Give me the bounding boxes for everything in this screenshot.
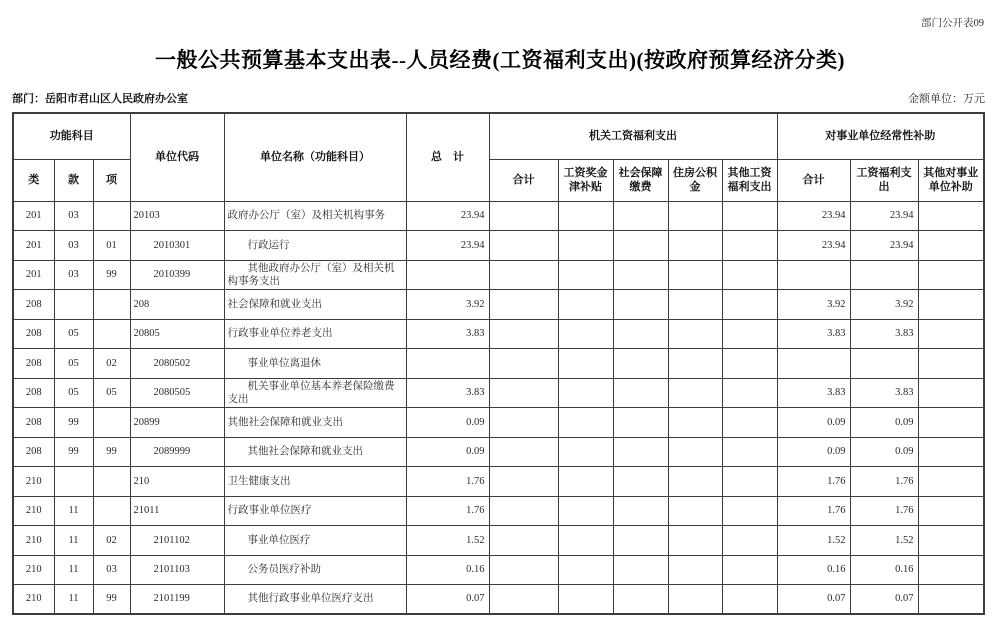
cell-unit-name: 行政事业单位养老支出 [224, 319, 406, 349]
cell-class: 210 [13, 526, 54, 556]
cell-org-other-welfare [722, 201, 777, 231]
meta-row [12, 90, 985, 106]
cell-section: 03 [54, 201, 93, 231]
header-inst-group: 对事业单位经常性补助 [777, 113, 984, 159]
cell-org-other-welfare [722, 437, 777, 467]
cell-total: 0.09 [406, 437, 489, 467]
cell-unit-code: 210 [130, 467, 224, 497]
header-class: 类 [13, 159, 54, 201]
cell-section: 99 [54, 408, 93, 438]
cell-total [406, 349, 489, 379]
cell-org-other-welfare [722, 408, 777, 438]
cell-org-housing-fund [668, 378, 722, 408]
cell-org-social-sec [613, 555, 668, 585]
cell-unit-name: 其他行政事业单位医疗支出 [224, 585, 406, 615]
cell-inst-wage-welfare: 3.83 [850, 378, 918, 408]
table-row [13, 290, 984, 320]
cell-inst-other-subsidy [918, 231, 984, 261]
table-row [13, 260, 984, 290]
cell-inst-other-subsidy [918, 437, 984, 467]
cell-total: 0.16 [406, 555, 489, 585]
header-unit-code: 单位代码 [130, 113, 224, 201]
cell-org-housing-fund [668, 555, 722, 585]
cell-inst-wage-welfare [850, 260, 918, 290]
cell-item [93, 201, 130, 231]
cell-org-social-sec [613, 319, 668, 349]
cell-org-housing-fund [668, 260, 722, 290]
cell-org-wage-bonus [558, 260, 613, 290]
cell-org-subtotal [489, 378, 558, 408]
table-row [13, 201, 984, 231]
cell-org-other-welfare [722, 378, 777, 408]
cell-unit-name: 其他社会保障和就业支出 [224, 408, 406, 438]
cell-section: 11 [54, 526, 93, 556]
table-body [13, 201, 984, 614]
cell-inst-subtotal [777, 349, 850, 379]
cell-org-wage-bonus [558, 319, 613, 349]
cell-org-subtotal [489, 319, 558, 349]
table-row [13, 555, 984, 585]
cell-total [406, 260, 489, 290]
cell-org-housing-fund [668, 201, 722, 231]
cell-org-wage-bonus [558, 437, 613, 467]
cell-inst-other-subsidy [918, 349, 984, 379]
cell-class: 208 [13, 349, 54, 379]
cell-total: 1.52 [406, 526, 489, 556]
cell-org-wage-bonus [558, 467, 613, 497]
cell-total: 3.83 [406, 319, 489, 349]
cell-org-social-sec [613, 408, 668, 438]
cell-inst-wage-welfare: 0.16 [850, 555, 918, 585]
cell-org-subtotal [489, 349, 558, 379]
cell-unit-code: 2101103 [130, 555, 224, 585]
cell-section: 05 [54, 319, 93, 349]
cell-org-wage-bonus [558, 585, 613, 615]
cell-org-other-welfare [722, 526, 777, 556]
cell-unit-code: 2101199 [130, 585, 224, 615]
cell-org-wage-bonus [558, 231, 613, 261]
cell-unit-code: 21011 [130, 496, 224, 526]
cell-org-subtotal [489, 231, 558, 261]
cell-unit-code: 2010301 [130, 231, 224, 261]
cell-org-social-sec [613, 349, 668, 379]
cell-unit-code: 208 [130, 290, 224, 320]
cell-org-housing-fund [668, 319, 722, 349]
cell-inst-other-subsidy [918, 496, 984, 526]
cell-org-other-welfare [722, 496, 777, 526]
header-org-social-security: 社会保障缴费 [613, 159, 668, 201]
cell-total: 0.07 [406, 585, 489, 615]
cell-org-housing-fund [668, 290, 722, 320]
cell-org-subtotal [489, 496, 558, 526]
cell-org-housing-fund [668, 437, 722, 467]
cell-section: 05 [54, 349, 93, 379]
cell-org-subtotal [489, 585, 558, 615]
cell-class: 210 [13, 467, 54, 497]
cell-inst-other-subsidy [918, 290, 984, 320]
cell-org-wage-bonus [558, 349, 613, 379]
table-row [13, 496, 984, 526]
cell-item: 01 [93, 231, 130, 261]
cell-inst-subtotal: 1.52 [777, 526, 850, 556]
cell-inst-other-subsidy [918, 555, 984, 585]
cell-org-social-sec [613, 290, 668, 320]
cell-inst-subtotal: 0.09 [777, 408, 850, 438]
cell-class: 210 [13, 585, 54, 615]
table-row [13, 319, 984, 349]
cell-unit-name: 行政运行 [224, 231, 406, 261]
table-row [13, 526, 984, 556]
cell-org-wage-bonus [558, 378, 613, 408]
header-inst-other-subsidy: 其他对事业单位补助 [918, 159, 984, 201]
cell-org-other-welfare [722, 290, 777, 320]
cell-section [54, 467, 93, 497]
cell-unit-name: 政府办公厅（室）及相关机构事务 [224, 201, 406, 231]
cell-org-subtotal [489, 526, 558, 556]
cell-inst-wage-welfare: 23.94 [850, 231, 918, 261]
table-row [13, 378, 984, 408]
cell-unit-code: 2080502 [130, 349, 224, 379]
header-org-other-welfare: 其他工资福利支出 [722, 159, 777, 201]
cell-inst-wage-welfare: 0.09 [850, 437, 918, 467]
header-inst-wage-welfare: 工资福利支出 [850, 159, 918, 201]
cell-org-other-welfare [722, 319, 777, 349]
cell-inst-wage-welfare: 3.92 [850, 290, 918, 320]
cell-org-social-sec [613, 378, 668, 408]
cell-item: 02 [93, 526, 130, 556]
cell-org-other-welfare [722, 585, 777, 615]
cell-unit-name: 其他社会保障和就业支出 [224, 437, 406, 467]
cell-org-other-welfare [722, 555, 777, 585]
cell-inst-subtotal: 0.16 [777, 555, 850, 585]
header-org-group: 机关工资福利支出 [489, 113, 777, 159]
cell-org-social-sec [613, 201, 668, 231]
cell-org-other-welfare [722, 260, 777, 290]
cell-item [93, 319, 130, 349]
cell-org-social-sec [613, 231, 668, 261]
cell-org-wage-bonus [558, 290, 613, 320]
table-row [13, 585, 984, 615]
cell-item: 99 [93, 260, 130, 290]
cell-inst-wage-welfare: 23.94 [850, 201, 918, 231]
cell-unit-name: 其他政府办公厅（室）及相关机构事务支出 [224, 260, 406, 290]
cell-org-subtotal [489, 408, 558, 438]
cell-org-housing-fund [668, 349, 722, 379]
cell-unit-code: 2010399 [130, 260, 224, 290]
cell-total: 1.76 [406, 496, 489, 526]
table-row [13, 349, 984, 379]
cell-inst-wage-welfare: 0.07 [850, 585, 918, 615]
header-item: 项 [93, 159, 130, 201]
cell-org-social-sec [613, 526, 668, 556]
cell-inst-wage-welfare: 1.76 [850, 467, 918, 497]
cell-section: 11 [54, 496, 93, 526]
cell-inst-wage-welfare: 1.76 [850, 496, 918, 526]
cell-item: 99 [93, 585, 130, 615]
cell-unit-name: 事业单位医疗 [224, 526, 406, 556]
cell-class: 201 [13, 260, 54, 290]
cell-org-housing-fund [668, 526, 722, 556]
table-row [13, 408, 984, 438]
cell-unit-code: 20899 [130, 408, 224, 438]
cell-org-social-sec [613, 496, 668, 526]
header-total: 总 计 [406, 113, 489, 201]
header-org-subtotal: 合计 [489, 159, 558, 201]
cell-org-other-welfare [722, 467, 777, 497]
cell-unit-name: 卫生健康支出 [224, 467, 406, 497]
cell-item [93, 408, 130, 438]
cell-unit-name: 公务员医疗补助 [224, 555, 406, 585]
cell-inst-other-subsidy [918, 408, 984, 438]
cell-total: 3.92 [406, 290, 489, 320]
cell-inst-wage-welfare: 0.09 [850, 408, 918, 438]
cell-total: 3.83 [406, 378, 489, 408]
header-org-housing-fund: 住房公积金 [668, 159, 722, 201]
cell-unit-code: 20103 [130, 201, 224, 231]
cell-inst-wage-welfare: 3.83 [850, 319, 918, 349]
cell-class: 201 [13, 231, 54, 261]
cell-item [93, 467, 130, 497]
cell-unit-code: 2089999 [130, 437, 224, 467]
department-label: 部门：岳阳市君山区人民政府办公室 [12, 93, 188, 105]
cell-unit-name: 机关事业单位基本养老保险缴费支出 [224, 378, 406, 408]
header-unit-name: 单位名称（功能科目） [224, 113, 406, 201]
cell-section: 03 [54, 260, 93, 290]
cell-org-social-sec [613, 260, 668, 290]
cell-inst-other-subsidy [918, 467, 984, 497]
cell-inst-subtotal: 3.83 [777, 319, 850, 349]
cell-inst-subtotal: 1.76 [777, 467, 850, 497]
cell-section: 99 [54, 437, 93, 467]
cell-inst-subtotal: 1.76 [777, 496, 850, 526]
cell-inst-other-subsidy [918, 378, 984, 408]
header-section: 款 [54, 159, 93, 201]
cell-section: 11 [54, 585, 93, 615]
cell-section: 05 [54, 378, 93, 408]
cell-inst-subtotal: 0.09 [777, 437, 850, 467]
header-org-wage-bonus: 工资奖金津补贴 [558, 159, 613, 201]
doc-label: 部门公开表09 [921, 18, 984, 29]
cell-unit-code: 2101102 [130, 526, 224, 556]
cell-total: 23.94 [406, 201, 489, 231]
cell-inst-subtotal: 3.83 [777, 378, 850, 408]
cell-class: 208 [13, 290, 54, 320]
cell-org-wage-bonus [558, 526, 613, 556]
cell-inst-subtotal: 23.94 [777, 231, 850, 261]
table-row [13, 437, 984, 467]
cell-inst-subtotal: 23.94 [777, 201, 850, 231]
cell-org-wage-bonus [558, 555, 613, 585]
header-func-group: 功能科目 [13, 113, 130, 159]
cell-inst-other-subsidy [918, 319, 984, 349]
cell-item [93, 496, 130, 526]
cell-inst-other-subsidy [918, 201, 984, 231]
cell-item: 03 [93, 555, 130, 585]
header-inst-subtotal: 合计 [777, 159, 850, 201]
cell-org-social-sec [613, 467, 668, 497]
cell-total: 23.94 [406, 231, 489, 261]
cell-org-other-welfare [722, 349, 777, 379]
cell-item: 02 [93, 349, 130, 379]
cell-org-wage-bonus [558, 408, 613, 438]
amount-unit-label: 金额单位：万元 [908, 93, 985, 105]
cell-org-subtotal [489, 437, 558, 467]
cell-org-subtotal [489, 555, 558, 585]
cell-inst-subtotal: 0.07 [777, 585, 850, 615]
cell-class: 210 [13, 555, 54, 585]
cell-org-wage-bonus [558, 201, 613, 231]
cell-org-housing-fund [668, 408, 722, 438]
cell-inst-other-subsidy [918, 260, 984, 290]
table-row [13, 467, 984, 497]
cell-class: 208 [13, 408, 54, 438]
cell-unit-code: 2080505 [130, 378, 224, 408]
cell-unit-name: 事业单位离退休 [224, 349, 406, 379]
cell-section: 11 [54, 555, 93, 585]
cell-section [54, 290, 93, 320]
cell-org-subtotal [489, 467, 558, 497]
cell-unit-name: 社会保障和就业支出 [224, 290, 406, 320]
cell-class: 210 [13, 496, 54, 526]
cell-section: 03 [54, 231, 93, 261]
cell-org-housing-fund [668, 231, 722, 261]
cell-org-social-sec [613, 585, 668, 615]
cell-inst-other-subsidy [918, 526, 984, 556]
cell-class: 208 [13, 437, 54, 467]
cell-org-subtotal [489, 201, 558, 231]
cell-unit-code: 20805 [130, 319, 224, 349]
cell-unit-name: 行政事业单位医疗 [224, 496, 406, 526]
cell-item: 05 [93, 378, 130, 408]
cell-org-housing-fund [668, 585, 722, 615]
cell-class: 201 [13, 201, 54, 231]
cell-inst-subtotal: 3.92 [777, 290, 850, 320]
cell-class: 208 [13, 378, 54, 408]
budget-table [12, 112, 985, 615]
cell-org-wage-bonus [558, 496, 613, 526]
cell-org-subtotal [489, 260, 558, 290]
cell-inst-wage-welfare [850, 349, 918, 379]
cell-org-social-sec [613, 437, 668, 467]
table-row [13, 231, 984, 261]
page-title: 一般公共预算基本支出表--人员经费(工资福利支出)(按政府预算经济分类) [155, 48, 845, 72]
cell-inst-subtotal [777, 260, 850, 290]
cell-org-housing-fund [668, 496, 722, 526]
cell-org-other-welfare [722, 231, 777, 261]
cell-org-subtotal [489, 290, 558, 320]
cell-item [93, 290, 130, 320]
cell-class: 208 [13, 319, 54, 349]
cell-inst-wage-welfare: 1.52 [850, 526, 918, 556]
cell-total: 0.09 [406, 408, 489, 438]
cell-total: 1.76 [406, 467, 489, 497]
cell-org-housing-fund [668, 467, 722, 497]
cell-item: 99 [93, 437, 130, 467]
cell-inst-other-subsidy [918, 585, 984, 615]
